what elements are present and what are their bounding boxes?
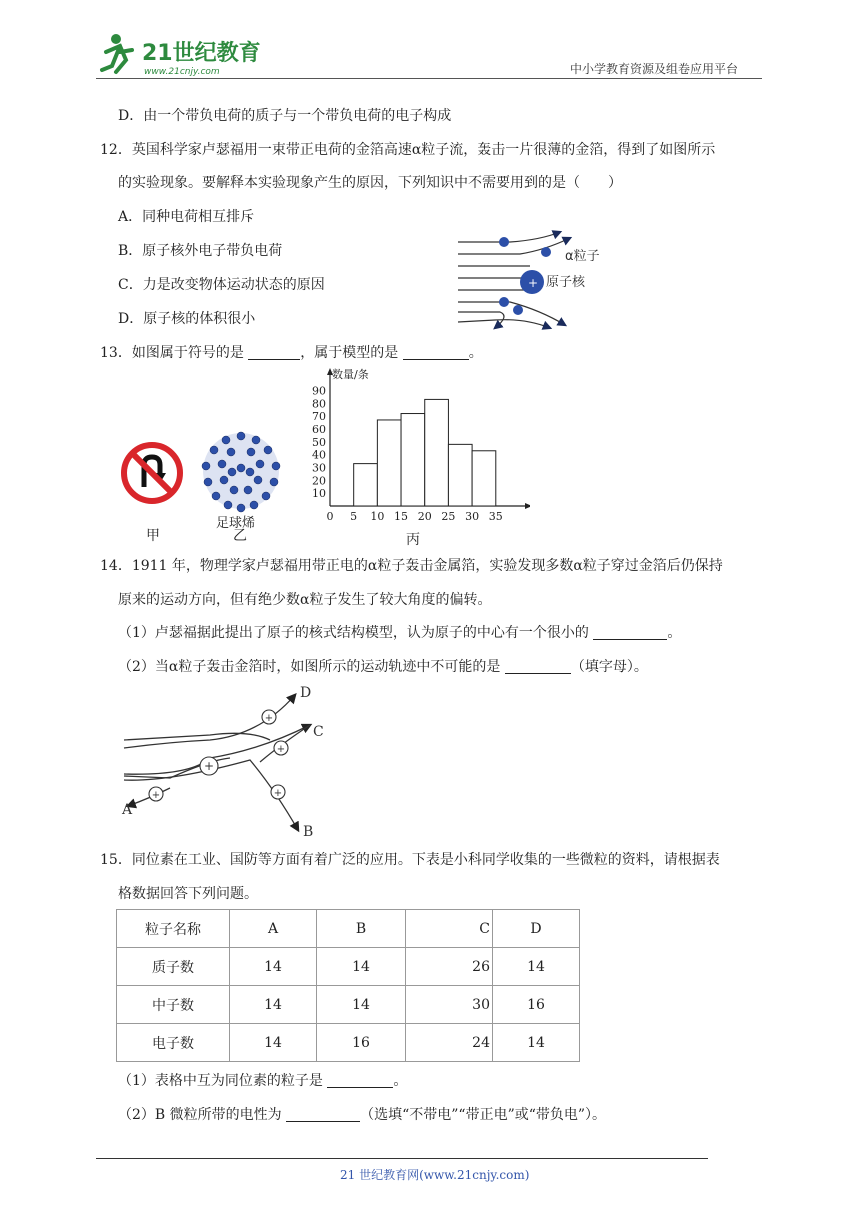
site-logo: [94, 30, 264, 78]
table-cell: 中子数: [117, 986, 230, 1024]
trajectory-label-c: C: [313, 724, 324, 740]
histogram-bar: [472, 451, 496, 506]
histogram-bar: [401, 414, 425, 506]
q14-sub2-end: （填字母）。: [570, 659, 648, 675]
q14-stem-line2: 原来的运动方向，但有绝少数α粒子发生了较大角度的偏转。: [118, 592, 492, 608]
y-axis-label: 数量/条: [332, 368, 369, 381]
q14-sub2: [118, 657, 648, 677]
q12-option-c: C．力是改变物体运动状态的原因: [118, 277, 325, 293]
q15-stem-line1: 15．同位素在工业、国防等方面有着广泛的应用。下表是小科同学收集的一些微粒的资料，请根据表: [100, 852, 720, 868]
table-row: [117, 948, 580, 986]
q14-sub1-text: （1）卢瑟福据此提出了原子的核式结构模型，认为原子的中心有一个很小的: [118, 625, 589, 641]
table-cell: 14: [230, 948, 317, 986]
q11-option-d: D．由一个带负电荷的质子与一个带负电荷的电子构成: [118, 108, 452, 124]
q15-stem-line2: 格数据回答下列问题。: [118, 886, 258, 902]
fig-bing-label: 丙: [406, 532, 420, 548]
q15-sub1-end: 。: [393, 1073, 408, 1089]
table-cell: 14: [493, 948, 580, 986]
y-tick-label: 20: [312, 474, 326, 488]
q13-stem-b: ，属于模型的是: [300, 345, 399, 361]
q13-stem: [100, 343, 483, 363]
q13-blank-symbol[interactable]: [248, 345, 300, 360]
q14-sub2-text: （2）当α粒子轰击金箔时，如图所示的运动轨迹中不可能的是: [118, 659, 501, 675]
x-tick-label: 0: [326, 510, 334, 523]
x-axis-arrow: [525, 503, 530, 509]
q12-option-b: B．原子核外电子带负电荷: [118, 243, 283, 259]
x-tick-label: 10: [370, 510, 385, 523]
table-cell: 14: [317, 986, 406, 1024]
x-tick-label: 25: [441, 510, 456, 523]
y-tick-label: 80: [312, 397, 326, 411]
y-tick-label: 90: [312, 384, 326, 398]
q13-stem-c: 。: [468, 345, 483, 361]
no-u-turn-sign-icon: [120, 441, 184, 505]
q15-sub2: [118, 1105, 606, 1125]
table-cell: 14: [230, 986, 317, 1024]
q12-scattering-figure: [450, 230, 620, 335]
y-tick-label: 60: [312, 422, 326, 436]
trajectory-label-a: A: [122, 802, 133, 818]
q15-sub2-end: （选填“不带电”“带正电”或“带负电”）。: [360, 1107, 607, 1123]
q15-blank-1[interactable]: [327, 1073, 393, 1088]
svg-text:+: +: [528, 276, 539, 290]
q15-sub2-text: （2）B 微粒所带的电性为: [118, 1107, 282, 1123]
y-tick-label: 40: [312, 448, 326, 462]
y-tick-label: 10: [312, 487, 326, 501]
histogram-bar: [448, 444, 472, 506]
table-header-cell: D: [493, 910, 580, 948]
table-cell: 电子数: [117, 1024, 230, 1062]
svg-text:+: +: [273, 788, 283, 799]
x-tick-label: 20: [417, 510, 432, 523]
label-nucleus: 原子核: [546, 275, 586, 290]
table-row: [117, 1024, 580, 1062]
svg-text:+: +: [264, 713, 274, 724]
fig-yi-name: 足球烯: [216, 516, 256, 531]
table-cell: 14: [493, 1024, 580, 1062]
table-header-cell: A: [230, 910, 317, 948]
q12-option-a: A．同种电荷相互排斥: [118, 209, 255, 225]
q14-sub1: [118, 623, 681, 643]
table-header-row: [117, 910, 580, 948]
logo-url: www.21cnjy.com: [144, 67, 220, 77]
label-alpha-particle: α粒子: [565, 249, 600, 264]
q13-stem-a: 13．如图属于符号的是: [100, 345, 244, 361]
table-cell: 26: [406, 948, 493, 986]
table-cell: 16: [317, 1024, 406, 1062]
footer-text: 21 世纪教育网(www.21cnjy.com): [340, 1168, 530, 1182]
x-tick-label: 35: [488, 510, 503, 523]
table-cell: 14: [230, 1024, 317, 1062]
header-divider: [96, 78, 762, 79]
q15-blank-2[interactable]: [286, 1107, 360, 1122]
q14-stem-line1: 14．1911 年，物理学家卢瑟福用带正电的α粒子轰击金属箔，实验发现多数α粒子穿过金箔后仍保持: [100, 558, 723, 574]
q14-sub1-end: 。: [667, 625, 682, 641]
site-name: 中小学教育资源及组卷应用平台: [570, 62, 739, 76]
trajectory-label-d: D: [300, 685, 312, 701]
table-cell: 14: [317, 948, 406, 986]
q12-option-d: D．原子核的体积很小: [118, 311, 256, 327]
q14-trajectory-figure: [110, 680, 340, 842]
table-cell: 30: [406, 986, 493, 1024]
y-tick-label: 70: [312, 410, 326, 424]
trajectory-label-b: B: [303, 824, 314, 840]
q13-blank-model[interactable]: [403, 345, 469, 360]
q14-blank-2[interactable]: [505, 659, 571, 674]
table-cell: 24: [406, 1024, 493, 1062]
table-header-cell: 粒子名称: [117, 910, 230, 948]
x-tick-label: 30: [465, 510, 480, 523]
particle-data-table: [116, 909, 580, 1062]
table-header-cell: B: [317, 910, 406, 948]
histogram-bar: [425, 399, 449, 506]
table-row: [117, 986, 580, 1024]
table-header-cell: C: [406, 910, 493, 948]
histogram-bar: [377, 420, 401, 506]
x-tick-label: 5: [350, 510, 358, 523]
q15-sub1: [118, 1071, 407, 1091]
svg-text:+: +: [203, 759, 215, 773]
table-cell: 质子数: [117, 948, 230, 986]
fig-jia-label: 甲: [146, 528, 160, 544]
q12-stem-line2: 的实验现象。要解释本实验现象产生的原因，下列知识中不需要用到的是（ ）: [118, 175, 622, 191]
svg-text:+: +: [276, 744, 286, 755]
histogram-bar: [354, 464, 378, 506]
histogram-chart: [300, 364, 530, 526]
fig-yi-label: 乙: [233, 528, 247, 544]
y-tick-label: 30: [312, 461, 326, 475]
footer-divider: [96, 1158, 708, 1159]
svg-text:+: +: [151, 790, 161, 801]
y-tick-label: 50: [312, 435, 326, 449]
x-tick-label: 15: [394, 510, 409, 523]
fullerene-molecule-icon: [198, 428, 284, 514]
q15-sub1-text: （1）表格中互为同位素的粒子是: [118, 1073, 323, 1089]
q14-blank-1[interactable]: [593, 625, 667, 640]
table-cell: 16: [493, 986, 580, 1024]
logo-text: 21世纪教育: [142, 41, 261, 66]
q12-stem-line1: 12．英国科学家卢瑟福用一束带正电荷的金箔高速α粒子流，轰击一片很薄的金箔，得到了如图所示: [100, 142, 716, 158]
